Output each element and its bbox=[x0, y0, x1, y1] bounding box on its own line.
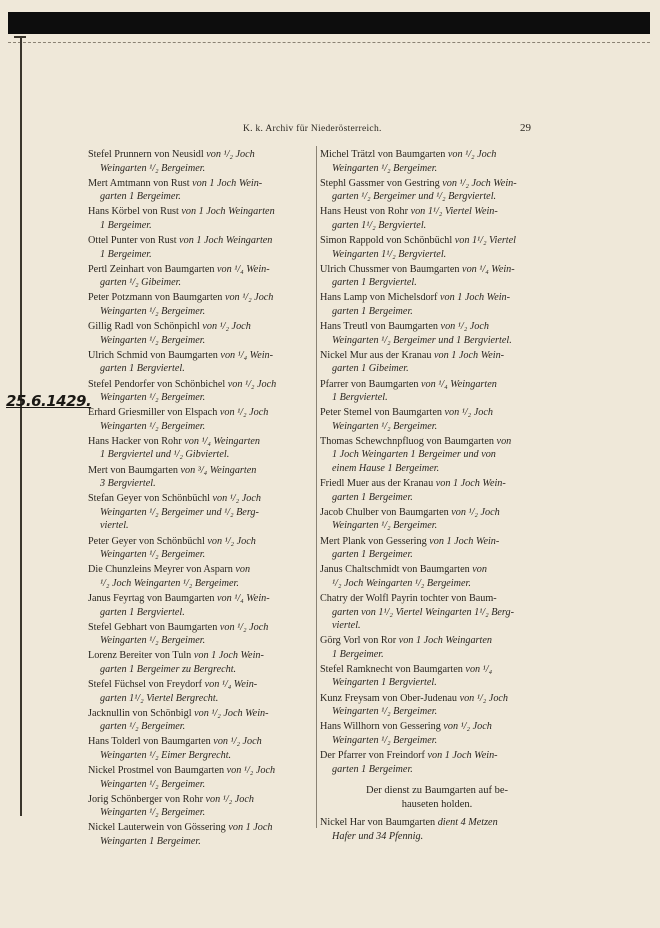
list-item bbox=[88, 378, 312, 405]
entry-detail: von 1 Joch Wein- bbox=[435, 478, 506, 490]
list-item bbox=[320, 749, 554, 776]
entry-detail: von ¹/₄ Wein- bbox=[220, 349, 274, 361]
entry-continuation: garten ¹/₂ Gibeimer. bbox=[100, 277, 182, 289]
entry-name: Hans Körbel von Rust bbox=[88, 206, 179, 218]
entry-name: Pertl Zeinhart von Baumgarten bbox=[88, 263, 215, 275]
entry-name: Der Pfarrer von Freindorf bbox=[320, 749, 425, 761]
entry-continuation: Weingarten ¹/₂ Bergeimer. bbox=[100, 334, 206, 346]
list-item bbox=[320, 692, 554, 719]
entry-continuation: 1 Bergviertel. bbox=[332, 392, 388, 404]
list-item bbox=[88, 563, 312, 590]
list-item bbox=[88, 349, 312, 376]
entry-detail: von 1 Joch Weingarten bbox=[398, 635, 492, 647]
list-item bbox=[88, 649, 312, 676]
running-header: K. k. Archiv für Niederösterreich. bbox=[243, 124, 382, 134]
entry-name: Peter Geyer von Schönbüchl bbox=[88, 535, 205, 547]
list-item bbox=[88, 793, 312, 820]
list-item bbox=[320, 291, 554, 318]
list-item bbox=[88, 821, 312, 848]
left-column bbox=[88, 148, 312, 850]
entry-detail: von bbox=[472, 564, 487, 576]
list-item bbox=[88, 263, 312, 290]
entry-detail: von ¹/₂ Joch Wein- bbox=[194, 707, 269, 719]
entry-name: Hans Lamp von Michelsdorf bbox=[320, 292, 438, 304]
entry-continuation: viertel. bbox=[332, 620, 361, 632]
list-item bbox=[320, 720, 554, 747]
entry-name: Ulrich Chussmer von Baumgarten bbox=[320, 263, 460, 275]
entry-continuation: garten 1 Bergviertel. bbox=[332, 277, 417, 289]
list-item bbox=[88, 492, 312, 533]
entry-detail: von ³/₄ Weingarten bbox=[180, 464, 257, 476]
entry-detail: von ¹/₄ bbox=[465, 663, 493, 675]
entry-continuation: einem Hause 1 Bergeimer. bbox=[332, 463, 440, 475]
list-item bbox=[320, 592, 554, 633]
entry-detail: von ¹/₂ Joch bbox=[219, 407, 269, 419]
entry-detail: von 1 Joch Weingarten bbox=[181, 206, 275, 218]
list-item bbox=[320, 234, 554, 261]
entry-continuation: garten 1 Bergviertel. bbox=[100, 606, 185, 618]
entry-continuation: garten 1 Bergeimer. bbox=[100, 191, 181, 203]
entry-continuation: garten 1 Bergeimer. bbox=[332, 306, 413, 318]
entry-name: Stefel Prunnern von Neusidl bbox=[88, 149, 204, 160]
entry-name: Stephl Gassmer von Gestring bbox=[320, 177, 440, 189]
list-item bbox=[320, 378, 554, 405]
entry-detail: von 1 Joch Weingarten bbox=[179, 235, 273, 247]
list-item bbox=[88, 735, 312, 762]
entry-detail: von ¹/₂ Joch bbox=[451, 506, 500, 518]
entry-continuation: 1 Joch Weingarten 1 Bergeimer und von bbox=[332, 449, 496, 461]
entry-detail: von ¹/₂ Joch bbox=[213, 736, 262, 748]
right-column bbox=[320, 148, 554, 845]
entry-detail: von ¹/₄ Wein- bbox=[204, 678, 258, 690]
entry-name: Stefel Gebhart von Baumgarten bbox=[88, 621, 218, 633]
entry-continuation: garten 1¹/₂ Bergviertel. bbox=[332, 219, 427, 231]
entry-detail: von 1¹/₂ Viertel Wein- bbox=[410, 206, 498, 218]
top-dashed-rule bbox=[8, 42, 650, 43]
list-item bbox=[320, 563, 554, 590]
entry-detail: von bbox=[235, 564, 251, 576]
section-entry bbox=[320, 816, 554, 843]
entry-name: Jorig Schönberger von Rohr bbox=[88, 793, 203, 805]
entry-name: Hans Heust von Rohr bbox=[320, 206, 409, 218]
list-item bbox=[320, 477, 554, 504]
entry-continuation: garten ¹/₂ Bergeimer. bbox=[100, 721, 186, 733]
list-item bbox=[320, 663, 554, 690]
list-item bbox=[88, 764, 312, 791]
entry-detail: von ¹/₂ Joch bbox=[219, 621, 269, 633]
list-item bbox=[320, 634, 554, 661]
entry-detail: von 1 Joch Wein- bbox=[427, 749, 498, 761]
entry-detail: von 1 Joch Wein- bbox=[192, 177, 263, 189]
list-item bbox=[320, 406, 554, 433]
entry-detail: von ¹/₂ Joch bbox=[205, 793, 254, 805]
entry-name: Hans Treutl von Baumgarten bbox=[320, 321, 438, 333]
entry-continuation: 1 Bergeimer. bbox=[100, 219, 152, 231]
section-heading-line1: Der dienst zu Baumgarten auf be- bbox=[366, 785, 508, 797]
margin-date-annotation: 25.6.1429. bbox=[6, 392, 92, 410]
entry-name: Nickel Lauterwein von Gössering bbox=[88, 822, 226, 834]
entry-name: Görg Vorl von Ror bbox=[320, 635, 397, 647]
entry-continuation: Weingarten ¹/₂ Bergeimer. bbox=[100, 778, 206, 790]
entry-continuation: Weingarten 1 Bergviertel. bbox=[332, 677, 437, 689]
entry-continuation: Weingarten ¹/₂ Bergeimer. bbox=[100, 635, 206, 647]
entry-continuation: Weingarten ¹/₂ Bergeimer und ¹/₂ Berg- bbox=[100, 506, 259, 518]
list-item bbox=[88, 291, 312, 318]
entry-detail: von 1 Joch bbox=[228, 822, 273, 834]
entry-continuation: 1 Bergviertel und ¹/₂ Gibviertel. bbox=[100, 449, 230, 461]
list-item bbox=[320, 177, 554, 204]
entry-continuation: Weingarten ¹/₂ Bergeimer. bbox=[100, 807, 206, 819]
column-divider bbox=[316, 146, 317, 828]
list-item bbox=[320, 205, 554, 232]
left-margin-tick bbox=[14, 36, 26, 38]
entry-detail: von ¹/₂ Joch bbox=[459, 692, 509, 704]
list-item bbox=[320, 263, 554, 290]
entry-continuation: garten von 1¹/₂ Viertel Weingarten 1¹/₂ Berg- bbox=[332, 606, 515, 618]
entry-continuation: garten ¹/₂ Bergeimer und ¹/₂ Bergviertel. bbox=[332, 191, 497, 203]
list-item bbox=[88, 621, 312, 648]
page-number: 29 bbox=[520, 122, 531, 134]
entry-detail: von ¹/₂ Joch Wein- bbox=[442, 177, 517, 189]
entry-continuation: Weingarten ¹/₂ Bergeimer und 1 Bergviertel. bbox=[332, 334, 512, 346]
entry-name: Erhard Griesmiller von Elspach bbox=[88, 407, 218, 419]
entry-name: Die Chunzleins Meyrer von Asparn bbox=[88, 564, 233, 576]
entry-name: Nickel Har von Baumgarten bbox=[320, 817, 436, 829]
entry-name: Lorenz Bereiter von Tuln bbox=[88, 650, 192, 662]
entry-continuation: 1 Bergeimer. bbox=[332, 648, 384, 660]
entry-detail: von ¹/₂ Joch bbox=[206, 149, 255, 160]
list-item bbox=[88, 320, 312, 347]
entry-continuation: Weingarten ¹/₂ Bergeimer. bbox=[332, 420, 438, 432]
entry-continuation: ¹/₂ Joch Weingarten ¹/₂ Bergeimer. bbox=[100, 577, 239, 589]
entry-name: Stefan Geyer von Schönbüchl bbox=[88, 493, 210, 505]
section-heading-line2: hauseten holden. bbox=[401, 799, 473, 811]
entry-continuation: Weingarten ¹/₂ Bergeimer. bbox=[100, 549, 206, 561]
entry-name: Hans Tolderl von Baumgarten bbox=[88, 736, 211, 748]
entry-detail: von ¹/₂ Joch bbox=[212, 493, 261, 505]
entry-name: Ottel Punter von Rust bbox=[88, 235, 177, 247]
entry-continuation: garten 1 Bergeimer. bbox=[332, 549, 413, 561]
entry-continuation: Weingarten 1¹/₂ Bergviertel. bbox=[332, 248, 447, 260]
entry-name: Peter Potzmann von Baumgarten bbox=[88, 292, 223, 304]
entry-detail: von bbox=[496, 435, 512, 447]
list-item bbox=[88, 406, 312, 433]
entry-name: Mert von Baumgarten bbox=[88, 464, 178, 476]
entry-continuation: 3 Bergviertel. bbox=[100, 478, 156, 490]
entry-continuation: Weingarten ¹/₂ Bergeimer. bbox=[332, 706, 438, 718]
entry-name: Stefel Ramknecht von Baumgarten bbox=[320, 663, 463, 675]
entry-continuation: Weingarten ¹/₂ Bergeimer. bbox=[332, 734, 438, 746]
entry-detail: von ¹/₂ Joch bbox=[440, 321, 490, 333]
entry-detail: von ¹/₂ Joch bbox=[227, 378, 277, 390]
entry-name: Nickel Mur aus der Kranau bbox=[320, 349, 432, 361]
list-item bbox=[88, 592, 312, 619]
entry-name: Jacknullin von Schönbigl bbox=[88, 707, 192, 719]
entry-name: Pfarrer von Baumgarten bbox=[320, 378, 419, 390]
entry-name: Friedl Muer aus der Kranau bbox=[320, 478, 434, 490]
list-item bbox=[88, 678, 312, 705]
entry-name: Ulrich Schmid von Baumgarten bbox=[88, 349, 218, 361]
entry-continuation: Weingarten ¹/₂ Eimer Bergrecht. bbox=[100, 749, 232, 761]
section-heading bbox=[324, 784, 550, 812]
entry-detail: von ¹/₄ Wein- bbox=[462, 263, 515, 275]
list-item bbox=[88, 464, 312, 491]
entry-continuation: ¹/₂ Joch Weingarten ¹/₂ Bergeimer. bbox=[332, 577, 471, 589]
entry-continuation: Weingarten ¹/₂ Bergeimer. bbox=[332, 520, 438, 532]
entry-continuation: garten 1 Bergeimer. bbox=[332, 763, 413, 775]
right-column-entries bbox=[320, 148, 554, 776]
entry-detail: von 1 Joch Wein- bbox=[193, 650, 264, 662]
entry-continuation: Weingarten ¹/₂ Bergeimer. bbox=[100, 420, 206, 432]
list-item bbox=[320, 148, 554, 175]
entry-detail: von ¹/₂ Joch bbox=[443, 721, 492, 733]
list-item bbox=[320, 320, 554, 347]
entry-continuation: Weingarten ¹/₂ Bergeimer. bbox=[100, 306, 206, 318]
entry-continuation: garten 1 Bergviertel. bbox=[100, 363, 185, 375]
entry-name: Mert Amtmann von Rust bbox=[88, 177, 190, 189]
list-item bbox=[88, 707, 312, 734]
list-item bbox=[88, 148, 312, 175]
entry-continuation: Hafer und 34 Pfennig. bbox=[332, 830, 424, 842]
entry-detail: von ¹/₄ Weingarten bbox=[421, 378, 497, 390]
list-item bbox=[88, 535, 312, 562]
entry-continuation: Weingarten 1 Bergeimer. bbox=[100, 836, 201, 847]
entry-detail: von 1 Joch Wein- bbox=[429, 535, 500, 547]
list-item bbox=[320, 535, 554, 562]
entry-detail: von 1 Joch Wein- bbox=[434, 349, 505, 361]
entry-detail: von ¹/₂ Joch bbox=[447, 149, 497, 160]
entry-name: Hans Hacker von Rohr bbox=[88, 435, 182, 447]
entry-name: Hans Willhorn von Gessering bbox=[320, 721, 441, 733]
entry-name: Nickel Prostmel von Baumgarten bbox=[88, 765, 225, 777]
entry-name: Thomas Schewchnpfluog von Baumgarten bbox=[320, 435, 494, 447]
entry-name: Janus Chaltschmidt von Baumgarten bbox=[320, 564, 470, 576]
entry-continuation: 1 Bergeimer. bbox=[100, 248, 152, 260]
entry-name: Peter Stemel von Baumgarten bbox=[320, 407, 442, 419]
entry-name: Jacob Chulber von Baumgarten bbox=[320, 506, 449, 518]
entry-continuation: garten 1 Bergeimer. bbox=[332, 491, 413, 503]
list-item bbox=[88, 234, 312, 261]
entry-detail: von ¹/₄ Wein- bbox=[217, 592, 270, 604]
entry-name: Kunz Freysam von Ober-Judenau bbox=[320, 692, 458, 704]
entry-name: Mert Plank von Gessering bbox=[320, 535, 427, 547]
list-item bbox=[320, 349, 554, 376]
entry-detail: von ¹/₂ Joch bbox=[226, 765, 276, 777]
entry-continuation: Weingarten ¹/₂ Bergeimer. bbox=[100, 392, 206, 404]
entry-name: Michel Trätzl von Baumgarten bbox=[320, 149, 446, 160]
entry-detail: von ¹/₂ Joch bbox=[444, 407, 493, 419]
left-margin-rule bbox=[20, 36, 22, 816]
entry-name: Stefel Füchsel von Freydorf bbox=[88, 678, 203, 690]
entry-continuation: garten 1 Bergeimer zu Bergrecht. bbox=[100, 663, 237, 675]
entry-detail: von ¹/₂ Joch bbox=[224, 292, 274, 304]
list-item bbox=[320, 506, 554, 533]
entry-continuation: garten 1 Gibeimer. bbox=[332, 363, 409, 375]
list-item bbox=[320, 435, 554, 476]
entry-detail: von ¹/₄ Weingarten bbox=[184, 435, 261, 447]
entry-name: Chatry der Wolfl Payrin tochter von Baum- bbox=[320, 592, 497, 604]
top-black-band bbox=[8, 12, 650, 34]
entry-detail: von 1 Joch Wein- bbox=[439, 292, 511, 304]
entry-detail: von 1¹/₂ Viertel bbox=[454, 235, 516, 247]
list-item bbox=[88, 205, 312, 232]
entry-name: Gillig Radl von Schönpichl bbox=[88, 321, 200, 333]
list-item bbox=[88, 435, 312, 462]
entry-name: Simon Rappold von Schönbüchl bbox=[320, 235, 453, 247]
entry-continuation: Weingarten ¹/₂ Bergeimer. bbox=[100, 162, 206, 174]
entry-detail: von ¹/₂ Joch bbox=[207, 535, 256, 547]
entry-detail: von ¹/₂ Joch bbox=[202, 321, 251, 333]
entry-detail: von ¹/₄ Wein- bbox=[217, 263, 270, 275]
entry-name: Stefel Pendorfer von Schönbichel bbox=[88, 378, 226, 390]
entry-detail: dient 4 Metzen bbox=[437, 817, 498, 829]
entry-continuation: garten 1¹/₂ Viertel Bergrecht. bbox=[100, 692, 219, 704]
entry-continuation: viertel. bbox=[100, 520, 129, 532]
list-item bbox=[88, 177, 312, 204]
entry-name: Janus Feyrtag von Baumgarten bbox=[88, 592, 215, 604]
entry-continuation: Weingarten ¹/₂ Bergeimer. bbox=[332, 162, 438, 174]
